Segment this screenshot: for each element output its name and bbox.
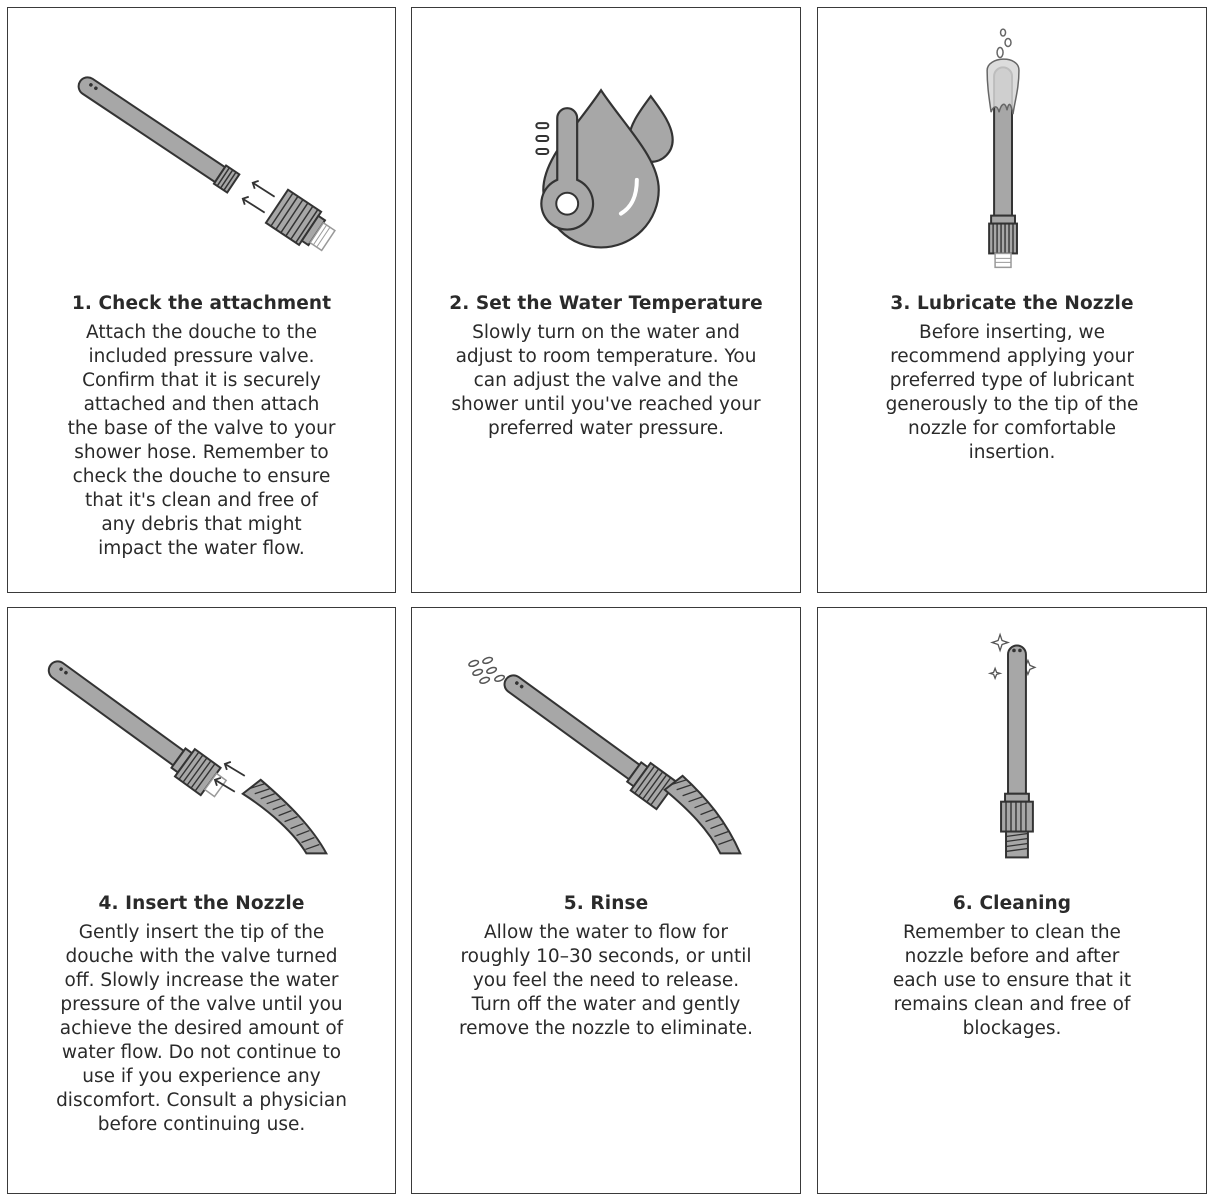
description-line: preferred water pressure.: [487, 418, 725, 439]
step-description: [412, 921, 800, 1041]
description-line: recommend applying your: [890, 346, 1134, 367]
description-line: remains clean and free of: [893, 994, 1131, 1015]
description-line: achieve the desired amount of: [59, 1018, 344, 1039]
description-line: preferred type of lubricant: [889, 370, 1135, 391]
step-title: 1. Check the attachment: [71, 293, 332, 314]
description-line: blockages.: [962, 1018, 1062, 1039]
description-line: included pressure valve.: [88, 346, 315, 367]
step-title: 5. Rinse: [563, 893, 649, 914]
description-line: that it's clean and free of: [85, 490, 318, 511]
step-description: [412, 321, 800, 441]
description-line: impact the water flow.: [98, 538, 305, 559]
description-line: Slowly turn on the water and: [472, 322, 740, 343]
description-line: can adjust the valve and the: [473, 370, 739, 391]
description-line: any debris that might: [101, 514, 302, 535]
description-line: pressure of the valve until you: [60, 994, 343, 1015]
description-line: insertion.: [968, 442, 1056, 463]
step-title: 6. Cleaning: [952, 893, 1072, 914]
description-line: Turn off the water and gently: [471, 994, 741, 1015]
description-line: discomfort. Consult a physician: [56, 1090, 347, 1111]
description-line: nozzle before and after: [904, 946, 1120, 967]
description-line: off. Slowly increase the water: [64, 970, 339, 991]
thermometer-water-drop-icon: [412, 8, 800, 278]
nozzle-hose-attach-icon: [8, 608, 395, 878]
step-description: [818, 321, 1206, 465]
description-line: Gently insert the tip of the: [78, 922, 325, 943]
clean-nozzle-sparkle-icon: [818, 608, 1206, 878]
step-card-4: [7, 607, 396, 1194]
description-line: before continuing use.: [97, 1114, 306, 1135]
step-card-2: [411, 7, 801, 593]
description-line: douche with the valve turned: [65, 946, 338, 967]
description-line: use if you experience any: [82, 1066, 321, 1087]
step-description: [8, 321, 395, 561]
description-line: remove the nozzle to eliminate.: [458, 1018, 754, 1039]
description-line: attached and then attach: [83, 394, 320, 415]
description-line: roughly 10–30 seconds, or until: [460, 946, 752, 967]
description-line: water flow. Do not continue to: [61, 1042, 342, 1063]
step-card-5: [411, 607, 801, 1194]
step-title: 4. Insert the Nozzle: [98, 893, 305, 914]
nozzle-spraying-icon: [412, 608, 800, 878]
description-line: the base of the valve to your: [67, 418, 336, 439]
lubricated-nozzle-icon: [818, 8, 1206, 278]
nozzle-and-valve-attach-icon: [8, 8, 395, 278]
description-line: Attach the douche to the: [86, 322, 317, 343]
description-line: adjust to room temperature. You: [455, 346, 757, 367]
step-description: [8, 921, 395, 1137]
step-card-6: [817, 607, 1207, 1194]
step-card-3: [817, 7, 1207, 593]
description-line: shower until you've reached your: [451, 394, 761, 415]
description-line: each use to ensure that it: [892, 970, 1132, 991]
description-line: Allow the water to flow for: [484, 922, 728, 943]
step-title: 3. Lubricate the Nozzle: [890, 293, 1134, 314]
description-line: shower hose. Remember to: [74, 442, 329, 463]
description-line: nozzle for comfortable: [908, 418, 1116, 439]
step-card-1: [7, 7, 396, 593]
description-line: Confirm that it is securely: [82, 370, 321, 391]
description-line: generously to the tip of the: [885, 394, 1139, 415]
step-title: 2. Set the Water Temperature: [449, 293, 763, 314]
description-line: you feel the need to release.: [472, 970, 740, 991]
description-line: Remember to clean the: [903, 922, 1121, 943]
description-line: Before inserting, we: [919, 322, 1105, 343]
step-description: [818, 921, 1206, 1041]
description-line: check the douche to ensure: [72, 466, 331, 487]
